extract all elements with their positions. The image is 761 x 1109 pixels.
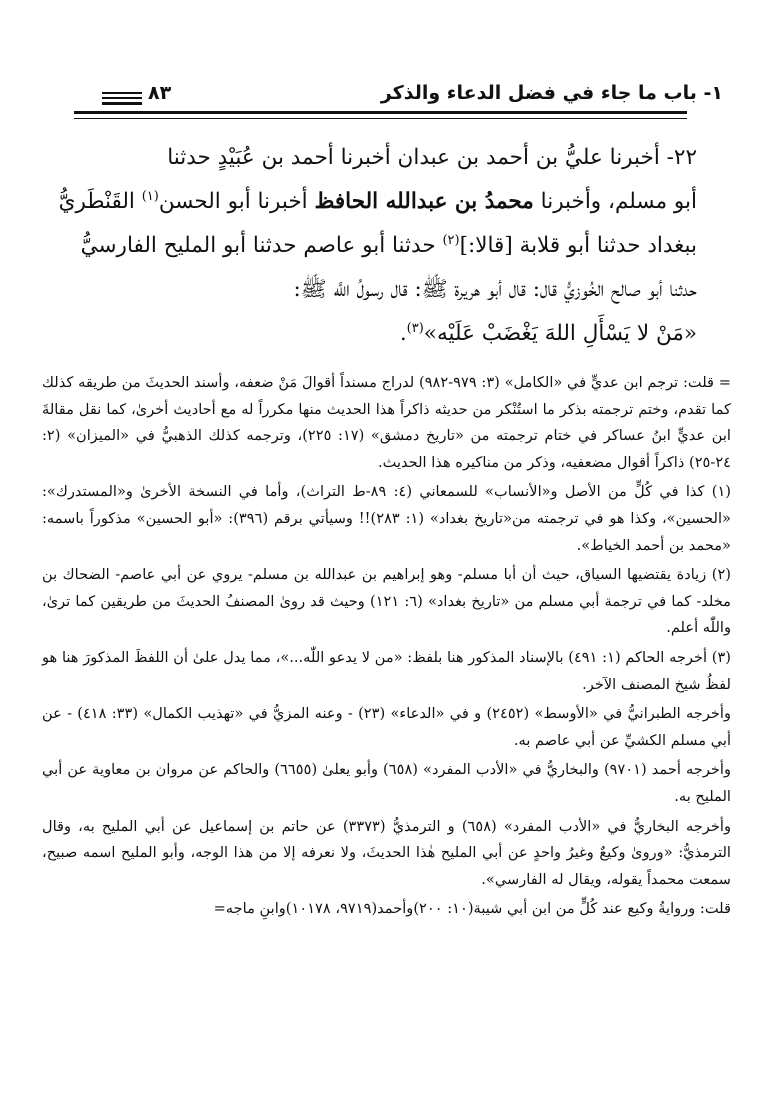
page-header [30,70,731,114]
hadith-line: ٢٢- أخبرنا عليُّ بن أحمد بن عبدان أخبرنا أحمد بن عُبَيْدٍ حدثنا [167,145,697,170]
hadith-segment: أبو مسلم، وأخبرنا [533,189,697,214]
footnote-1: (١) كذا في كُلٍّ من الأصل و«الأنساب» للسمعاني (٤: ٨٩-ط التراث)، وأما في النسخة الأخرىٰ و«المستدرك»: «الحسين»، وكذا هو في ترجمته من«تاريخ بغداد» (١: ٢٨٣)!! وسيأتي برقم (٣٩٦): «أبو الحسين» مذكوراً باسمه: «محمد بن أحمد الخياط». [42,483,731,554]
hadith-segment: حدثنا أبو عاصم حدثنا أبو المليح الفارسيُّ [80,233,443,258]
footnote-continuation: = قلت: ترجم ابن عديٍّ في «الكامل» (٣: ٩٧٩-٩٨٢) لدراج مسنداً أقوالَ مَنْ ضعفه، وأسند الحديثَ من طريقه كذلك كما تقدم، وختم ترجمته بذكر ما استُنْكر من حديثه ذاكراً هذا الحديث منها مكرراً له مع أحاديث أخرىٰ، كما نقل مقالةَ ابن عديٍّ ابنُ عساكر في ختام ترجمته من «تاريخ دمشق» (١٧: ٢٢٥)، وترجمه كذلك الذهبيُّ في «الميزان» (٢: ٢٤-٢٥) ذاكراً أقوال مضعفيه، وذكر من مناكيره هذا الحديث. [42,374,731,471]
footnote-3-paragraph: وأخرجه أحمد (٩٧٠١) والبخاريُّ في «الأدب المفرد» (٦٥٨) وأبو يعلىٰ (٦٦٥٥) والحاكم عن مروان بن معاوية عن أبي المليح به. [42,761,731,805]
hadith-line: حدثنا أبو صالح الخُوزيُّ قال: قال أبو هريرة ﷺ: قال رسولُ اللَّه ﷺ: [293,277,697,302]
hadith-line [58,224,697,268]
footnote-3-paragraph: قلت: وروايةُ وكيع عند كُلٍّ من ابن أبي شيبة(١٠: ٢٠٠)وأحمد(٩٧١٩، ١٠١٧٨)وابنِ ماجه= [213,900,731,918]
footnote-3-paragraph: وأخرجه البخاريُّ في «الأدب المفرد» (٦٥٨) و الترمذيُّ (٣٣٧٣) عن حاتم بن إسماعيل عن أبي المليح به، وقال الترمذيُّ: «وروىٰ وكيعٌ وغيرُ واحدٍ عن أبي المليح هٰذا الحديثَ، ولا نعرفه إلا من هذا الوجه، وأبو المليح اسمه صبيح، سمعت محمداً يقوله، ويقال له الفارسي». [42,817,731,888]
header-ornament-lines [102,92,142,108]
page-number: ٨٣ [148,82,172,104]
footnote-ref-2[interactable]: (٢) [442,232,460,248]
hadith-segment: أخبرنا أبو الحسن [158,189,315,214]
footnote-3-paragraph: وأخرجه الطبرانيُّ في «الأوسط» (٢٤٥٢) و في «الدعاء» (٢٣) - وعنه المزيُّ في «تهذيب الكمال» (٣٣: ٤١٨) - عن أبي مسلم الكشيِّ عن أبي عاصم به. [42,705,731,749]
header-rule [74,111,687,114]
footnote-ref-1[interactable]: (١) [141,188,159,204]
footnote-3: (٣) أخرجه الحاكم (١: ٤٩١) بالإسناد المذكور هنا بلفظ: «من لا يدعو اللّٰه...»، مما يدل علىٰ أن اللفظَ المذكورَ هنا هو لفظُ شيخ المصنف الآخر. [42,648,731,693]
hadith-line [58,180,697,224]
footnote-2: (٢) زيادة يقتضيها السياق، حيث أن أبا مسلم- وهو إبراهيم بن عبدالله بن مسلم- يروي عن أبي عاصم- الضحاك بن مخلد- كما في ترجمة أبي مسلم من «تاريخ بغداد» (٦: ١٢١) وحيث قد روىٰ المصنفُ الحديثَ من طريقين كما ترىٰ، واللّٰه أعلم. [42,566,731,637]
narrator-name: محمدُ بن عبدالله الحافظ [314,189,534,214]
footnotes [30,370,731,923]
hadith-segment: القَنْطَريُّ [58,189,142,214]
hadith-segment: ببغداد حدثنا أبو قلابة [قالا:] [459,233,697,258]
hadith-line [58,312,697,356]
hadith-text [30,136,731,356]
footnote-ref-3[interactable]: (٣) [406,320,424,336]
hadith-segment: . [399,321,407,346]
hadith-matn: «مَنْ لا يَسْأَلِ اللهَ يَغْضَبْ عَلَيْه» [423,321,697,346]
chapter-title: ١- باب ما جاء في فضل الدعاء والذكر [380,82,723,104]
header-rule-thin [74,118,687,119]
